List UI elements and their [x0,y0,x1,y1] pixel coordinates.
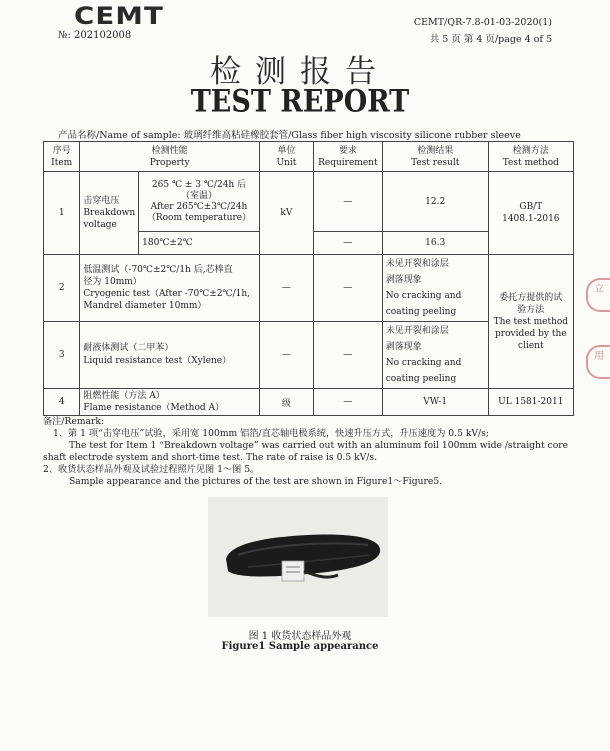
report-number: №: 202102008 [58,30,132,41]
row3-unit: — [259,322,313,389]
header-item: 序号 Item [44,142,80,172]
remark-2-cn: 2、收货状态样品外观及试验过程照片见图 1～图 5。 [43,464,260,475]
row3-item: 3 [44,322,80,389]
row1-unit: kV [259,172,313,255]
test-results-table [43,141,574,416]
row2-item: 2 [44,255,80,322]
header-result: 检测结果 Test result [382,142,488,172]
table-row [44,389,574,416]
table-row [44,255,574,322]
row2-requirement: — [313,255,382,322]
figure-caption-en: Figure1 Sample appearance [221,641,379,652]
remark-1-en: The test for Item 1 “Breakdown voltage” was carried out with an aluminum foil 100mm wide /straight core shaft electrode system and short-time test. The rate of raise is 0.5 kV/s. [43,440,569,463]
cemt-logo: CEMT [74,2,165,30]
sample-name: 产品名称/Name of sample: 玻璃纤维高粘硅橡胶套管/Glass fiber high viscosity silicone rubber sleeve [58,130,521,141]
sample-photo [208,497,388,617]
row1-condition-a: 265 ℃ ± 3 ℃/24h 后 （室温） After 265℃±3℃/24h （Room temperature） [139,172,260,232]
row2-unit: — [259,255,313,322]
row2-result: 未见开裂和涂层 剥落现象 No cracking and coating peeling [382,255,488,322]
row4-property: 阻燃性能（方法 A） Flame resistance（Method A） [80,389,259,416]
row3-property: 耐液体测试（二甲苯） Liquid resistance test（Xylene） [80,322,259,389]
row4-unit: 级 [259,389,313,416]
row3-requirement: — [313,322,382,389]
row1-item: 1 [44,172,80,255]
row1-requirement-b: — [313,232,382,255]
form-code: CEMT/QR-7.8-01-03-2020(1) [413,17,552,28]
table-header-row [44,142,574,172]
row1-requirement-a: — [313,172,382,232]
page-title-en: TEST REPORT [190,83,410,120]
header-requirement: 要求 Requirement [313,142,382,172]
remark-2-en: Sample appearance and the pictures of the test are shown in Figure1～Figure5. [69,476,443,487]
row1-result-b: 16.3 [382,232,488,255]
row4-item: 4 [44,389,80,416]
header-property: 检测性能 Property [80,142,259,172]
row1-method: GB/T 1408.1-2016 [488,172,573,255]
row2-3-method: 委托方提供的试 验方法 The test method provided by the client [488,255,573,389]
row2-property: 低温测试（-70℃±2℃/1h 后,芯棒直 径为 10mm） Cryogenic test（After -70℃±2℃/1h, Mandrel diameter 10mm） [80,255,259,322]
row4-result: VW-1 [382,389,488,416]
remarks-label: 备注/Remark: [43,416,105,427]
row4-requirement: — [313,389,382,416]
seal-stamp-fragment-top: 立 [586,278,610,312]
row4-method: UL 1581-2011 [488,389,573,416]
sleeve-image [208,497,388,617]
table-row [44,172,574,232]
row3-result: 未见开裂和涂层 剥落现象 No cracking and coating peeling [382,322,488,389]
page-indicator: 共 5 页 第 4 页/page 4 of 5 [429,34,552,45]
figure-caption-cn: 图 1 收货状态样品外观 [248,631,352,642]
page-title-cn: 检测报告 [210,54,390,90]
row1-result-a: 12.2 [382,172,488,232]
seal-stamp-fragment-bottom: 用 [586,345,610,379]
remark-1-cn: 1、第 1 项“击穿电压”试验，采用宽 100mm 铝箔/直芯轴电极系统，快速升压方式，升压速度为 0.5 kV/s; [53,428,489,439]
row1-condition-b: 180℃±2℃ [139,232,260,255]
row1-property: 击穿电压 Breakdown voltage [80,172,139,255]
remarks-section [43,416,574,488]
header-method: 检测方法 Test method [488,142,573,172]
header-unit: 单位 Unit [259,142,313,172]
